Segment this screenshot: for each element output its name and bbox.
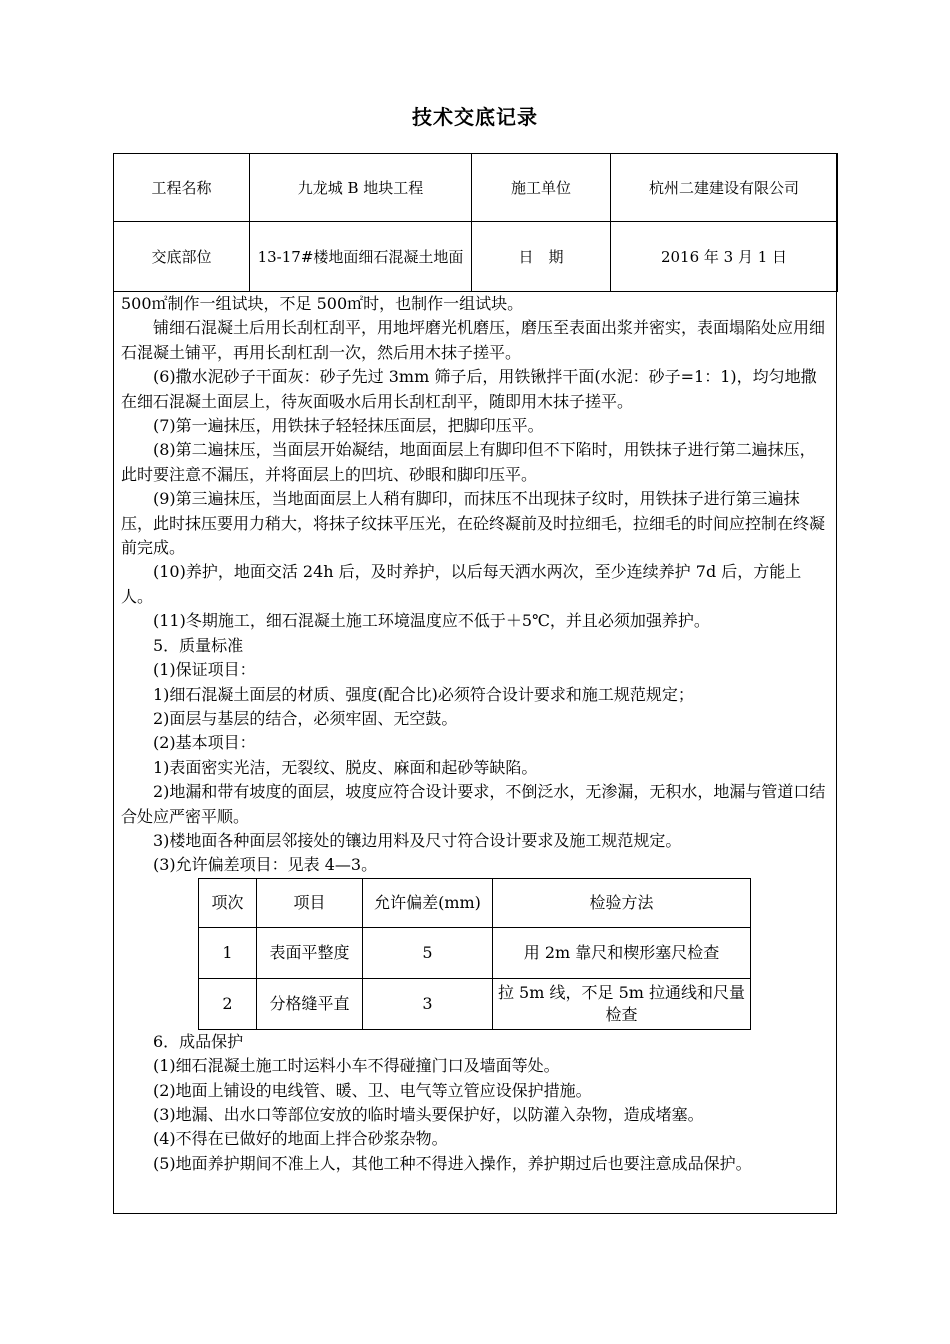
- body-paragraph: 铺细石混凝土后用长刮杠刮平，用地坪磨光机磨压，磨压至表面出浆并密实，表面塌陷处应用细石混凝土铺平，再用长刮杠刮一次，然后用木抹子搓平。: [121, 318, 826, 362]
- body-paragraph: (2)地面上铺设的电线管、暖、卫、电气等立管应设保护措施。: [153, 1080, 592, 1100]
- body-paragraph: 3)楼地面各种面层邻接处的镶边用料及尺寸符合设计要求及施工规范规定。: [153, 830, 682, 850]
- project-name-label: 工程名称: [114, 154, 250, 222]
- cell-index: 1: [199, 927, 257, 978]
- cell-tolerance: 5: [363, 927, 493, 978]
- table-row: [199, 978, 751, 1029]
- construction-unit-label: 施工单位: [472, 154, 611, 222]
- project-name-value: 九龙城 B 地块工程: [250, 154, 472, 222]
- body-paragraph: (3)地漏、出水口等部位安放的临时墙头要保护好，以防灌入杂物，造成堵塞。: [153, 1104, 704, 1124]
- tolerance-table: [198, 878, 751, 1030]
- body-paragraph: 2)地漏和带有坡度的面层，坡度应符合设计要求，不倒泛水，无渗漏，无积水，地漏与管道口结合处应严密平顺。: [121, 782, 826, 826]
- cell-tolerance: 3: [363, 978, 493, 1029]
- body-paragraph: (11)冬期施工，细石混凝土施工环境温度应不低于＋5℃，并且必须加强养护。: [153, 611, 710, 631]
- cell-item: 表面平整度: [257, 927, 363, 978]
- cell-method: 拉 5m 线，不足 5m 拉通线和尺量检查: [493, 978, 751, 1029]
- body-paragraph: 6．成品保护: [153, 1031, 244, 1051]
- table-row: [199, 927, 751, 978]
- body-paragraph: 1)表面密实光洁，无裂纹、脱皮、麻面和起砂等缺陷。: [153, 757, 538, 777]
- body-paragraph: (1)细石混凝土施工时运料小车不得碰撞门口及墙面等处。: [153, 1056, 560, 1076]
- body-paragraph: (10)养护，地面交活 24h 后，及时养护，以后每天洒水两次，至少连续养护 7d 后，方能上人。: [121, 562, 802, 606]
- body-paragraph: (1)保证项目：: [153, 660, 256, 680]
- date-value: 2016 年 3 月 1 日: [611, 222, 838, 292]
- cell-method: 用 2m 靠尺和楔形塞尺检查: [493, 927, 751, 978]
- date-label: 日 期: [472, 222, 611, 292]
- tolerance-header-row: [199, 878, 751, 927]
- body-paragraphs-bottom: [121, 1030, 831, 1176]
- disclosure-part-label: 交底部位: [114, 222, 250, 292]
- body-paragraph: 1)细石混凝土面层的材质、强度(配合比)必须符合设计要求和施工规范规定；: [153, 684, 694, 704]
- body-paragraphs-top: [121, 292, 831, 878]
- cell-index: 2: [199, 978, 257, 1029]
- body-paragraph: (2)基本项目：: [153, 733, 256, 753]
- body-paragraph: (5)地面养护期间不准上人，其他工种不得进入操作，养护期过后也要注意成品保护。: [153, 1153, 752, 1173]
- cell-item: 分格缝平直: [257, 978, 363, 1029]
- document-body: [121, 292, 831, 1176]
- col-header-item: 项目: [257, 878, 363, 927]
- body-paragraph: (3)允许偏差项目：见表 4—3。: [153, 855, 378, 875]
- col-header-index: 项次: [199, 878, 257, 927]
- col-header-tolerance: 允许偏差(mm): [363, 878, 493, 927]
- page-title: 技术交底记录: [412, 105, 538, 129]
- body-paragraph: (9)第三遍抹压，当地面面层上人稍有脚印，而抹压不出现抹子纹时，用铁抹子进行第三遍抹压，此时抹压要用力稍大，将抹子纹抹平压光，在砼终凝前及时拉细毛，拉细毛的时间应控制在终凝前完成。: [121, 489, 826, 558]
- body-paragraph: (4)不得在已做好的地面上拌合砂浆杂物。: [153, 1129, 448, 1149]
- disclosure-part-value: 13-17#楼地面细石混凝土地面: [250, 222, 472, 292]
- body-paragraph: (7)第一遍抹压，用铁抹子轻轻抹压面层，把脚印压平。: [153, 416, 544, 436]
- col-header-method: 检验方法: [493, 878, 751, 927]
- body-paragraph: 2)面层与基层的结合，必须牢固、无空鼓。: [153, 708, 458, 728]
- body-paragraph: 500㎡制作一组试块，不足 500㎡时，也制作一组试块。: [121, 294, 524, 313]
- body-paragraph: (6)撒水泥砂子干面灰：砂子先过 3mm 筛子后，用铁锹拌干面(水泥：砂子=1：1)，均匀地撒在细石混凝土面层上，待灰面吸水后用长刮杠刮平，随即用木抹子搓平。: [121, 367, 817, 411]
- construction-unit-value: 杭州二建建设有限公司: [611, 154, 838, 222]
- body-paragraph: 5．质量标准: [153, 635, 244, 655]
- header-table: [113, 153, 838, 292]
- body-paragraph: (8)第二遍抹压，当面层开始凝结，地面面层上有脚印但不下陷时，用铁抹子进行第二遍抹压，此时要注意不漏压，并将面层上的凹坑、砂眼和脚印压平。: [121, 440, 816, 484]
